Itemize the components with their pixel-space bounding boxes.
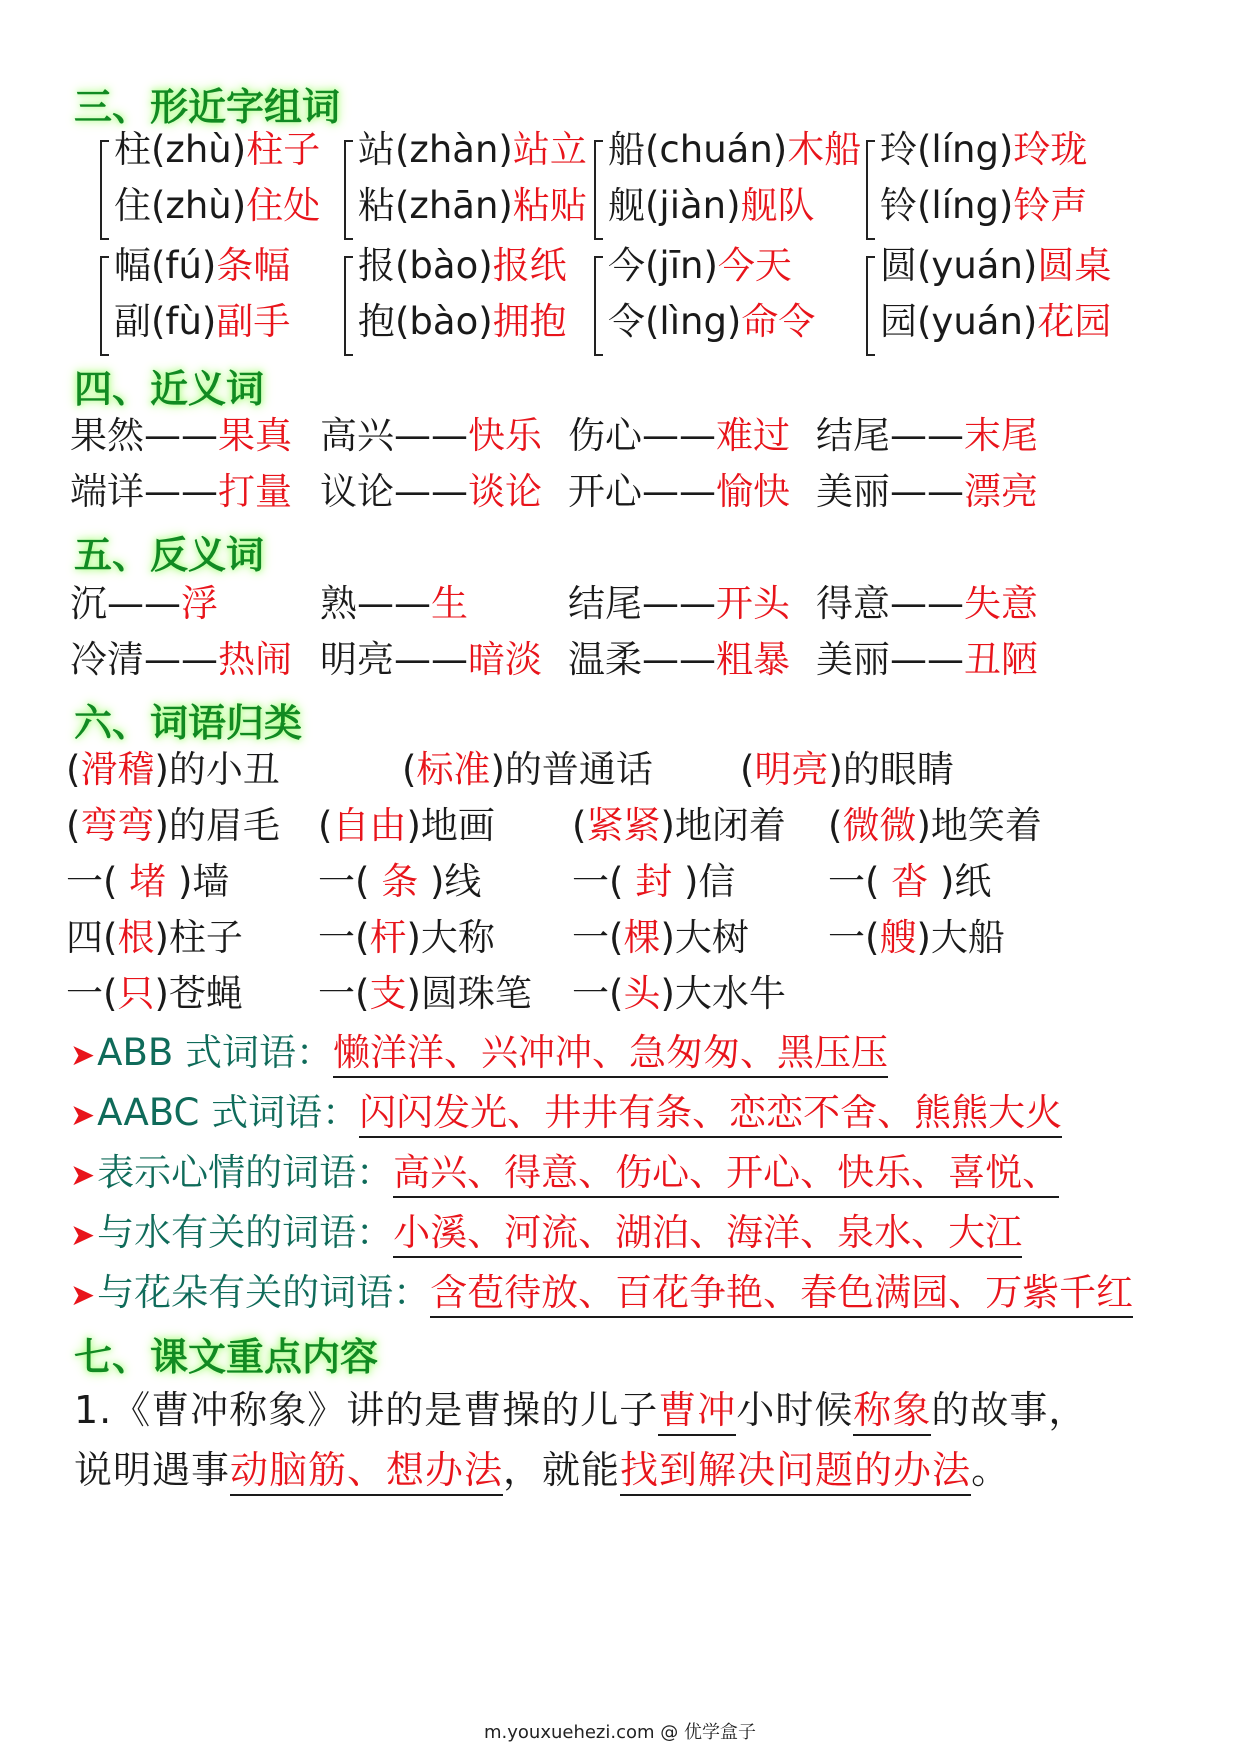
bracket-mark: [100, 256, 109, 356]
answer-word: 只: [117, 972, 155, 1015]
answer-word: 花园: [1037, 300, 1112, 343]
answer-word: 明亮: [754, 748, 829, 791]
pinyin: (jiàn): [645, 184, 741, 227]
pinyin: (zhàn): [395, 128, 513, 171]
passage-answer: 曹冲: [658, 1388, 736, 1436]
answer-word: 标准: [416, 748, 491, 791]
char-pair-line: [358, 300, 567, 344]
char-pair-line: [608, 184, 815, 228]
category-answer: 小溪、河流、湖泊、海洋、泉水、大江: [393, 1211, 1022, 1258]
pinyin: (yuán): [917, 244, 1038, 287]
fill-in-phrase: [66, 860, 229, 904]
section-5-heading: 五、反义词: [74, 533, 265, 577]
passage-answer: 找到解决问题的办法: [620, 1448, 971, 1496]
answer-word: 生: [431, 582, 468, 625]
arrow-icon: ➤: [70, 1098, 96, 1133]
character: 铃: [880, 184, 917, 227]
char-pair-line: [608, 300, 815, 344]
phrase-prefix: 一(: [66, 860, 118, 903]
word: 开心: [568, 470, 642, 513]
answer-word: 开头: [716, 582, 790, 625]
answer-word: 末尾: [964, 414, 1038, 457]
word-pair: [816, 414, 1038, 458]
passage-text: 1.《曹冲称象》讲的是曹操的儿子: [74, 1388, 659, 1432]
word-pair: [70, 414, 292, 458]
answer-word: 今天: [717, 244, 792, 287]
answer-word: 柱子: [246, 128, 321, 171]
passage-text: 说明遇事: [74, 1448, 231, 1492]
answer-word: 紧紧: [586, 804, 661, 847]
fill-in-phrase: [318, 972, 532, 1016]
pinyin: (líng): [917, 128, 1014, 171]
footer-watermark: m.youxuehezi.com @ 优学盒子: [483, 1722, 756, 1743]
arrow-icon: ➤: [70, 1278, 96, 1313]
answer-word: 圆桌: [1037, 244, 1112, 287]
char-pair-line: [114, 184, 320, 228]
word: 美丽: [816, 470, 890, 513]
answer-word: 自由: [332, 804, 407, 847]
phrase-prefix: (: [828, 804, 843, 847]
char-pair-line: [608, 128, 861, 172]
word-pair: [568, 470, 790, 514]
answer-word: 难过: [716, 414, 790, 457]
character: 粘: [358, 184, 395, 227]
answer-word: 条: [369, 860, 430, 903]
phrase-prefix: (: [66, 748, 81, 791]
bracket-mark: [594, 140, 603, 240]
char-pair-line: [358, 128, 587, 172]
character: 站: [358, 128, 395, 171]
fill-in-phrase: [402, 748, 653, 792]
dash: ——: [890, 470, 964, 513]
char-pair-line: [114, 128, 320, 172]
word-pair: [568, 414, 790, 458]
passage-answer: 动脑筋、想办法: [230, 1448, 503, 1496]
pinyin: (yuán): [917, 300, 1038, 343]
bracket-mark: [344, 256, 353, 356]
category-label: 表示心情的词语：: [97, 1151, 394, 1194]
dash: ——: [642, 414, 716, 457]
fill-in-phrase: [572, 860, 735, 904]
word-category: [70, 1150, 1059, 1199]
category-answer: 含苞待放、百花争艳、春色满园、万紫千红: [430, 1271, 1133, 1318]
fill-in-phrase: [318, 804, 495, 848]
word-pair: [568, 582, 790, 626]
character: 幅: [114, 244, 151, 287]
answer-word: 愉快: [716, 470, 790, 513]
section-6-heading: 六、词语归类: [74, 701, 303, 745]
phrase-suffix: )纸: [939, 860, 992, 903]
character: 住: [114, 184, 151, 227]
character: 令: [608, 300, 645, 343]
word-pair: [70, 638, 292, 682]
answer-word: 铃声: [1013, 184, 1088, 227]
fill-in-phrase: [318, 916, 495, 960]
pinyin: (líng): [917, 184, 1014, 227]
word: 温柔: [568, 638, 642, 681]
phrase-prefix: (: [402, 748, 417, 791]
character: 园: [880, 300, 917, 343]
section-3-heading: 三、形近字组词: [74, 85, 341, 129]
character: 玲: [880, 128, 917, 171]
word: 伤心: [568, 414, 642, 457]
answer-word: 条幅: [216, 244, 291, 287]
dash: ——: [394, 414, 468, 457]
character: 圆: [880, 244, 917, 287]
word: 沉: [70, 582, 107, 625]
answer-word: 暗淡: [468, 638, 542, 681]
passage-text: 的故事，: [931, 1388, 1088, 1432]
passage-text: 小时候: [736, 1388, 854, 1432]
character: 报: [358, 244, 395, 287]
fill-in-phrase: [66, 972, 243, 1016]
fill-in-phrase: [740, 748, 954, 792]
answer-word: 根: [117, 916, 155, 959]
category-label: ABB 式词语：: [97, 1031, 333, 1074]
dash: ——: [642, 470, 716, 513]
answer-word: 棵: [623, 916, 661, 959]
phrase-prefix: 一(: [572, 972, 624, 1015]
dash: ——: [144, 414, 218, 457]
word-category: [70, 1270, 1133, 1319]
phrase-suffix: )的眼睛: [828, 748, 954, 791]
fill-in-phrase: [828, 804, 1042, 848]
answer-word: 粘贴: [512, 184, 587, 227]
answer-word: 命令: [741, 300, 816, 343]
dash: ——: [107, 582, 181, 625]
char-pair-line: [880, 184, 1087, 228]
char-pair-line: [608, 244, 792, 288]
phrase-suffix: )大称: [406, 916, 495, 959]
character: 抱: [358, 300, 395, 343]
answer-word: 杆: [369, 916, 407, 959]
phrase-suffix: )大船: [916, 916, 1005, 959]
word: 高兴: [320, 414, 394, 457]
char-pair-line: [880, 300, 1111, 344]
dash: ——: [394, 638, 468, 681]
word-pair: [816, 470, 1038, 514]
phrase-prefix: 一(: [318, 972, 370, 1015]
character: 船: [608, 128, 645, 171]
passage-text: ，就能: [503, 1448, 621, 1492]
word: 冷清: [70, 638, 144, 681]
word: 议论: [320, 470, 394, 513]
category-label: 与花朵有关的词语：: [97, 1271, 431, 1314]
section-7-heading: 七、课文重点内容: [74, 1335, 379, 1379]
character: 舰: [608, 184, 645, 227]
answer-word: 热闹: [218, 638, 292, 681]
phrase-prefix: 四(: [66, 916, 118, 959]
bracket-mark: [344, 140, 353, 240]
pinyin: (zhù): [151, 128, 247, 171]
answer-word: 副手: [216, 300, 291, 343]
char-pair-line: [114, 244, 290, 288]
word-category: [70, 1030, 888, 1079]
dash: ——: [642, 582, 716, 625]
dash: ——: [890, 638, 964, 681]
word-pair: [320, 414, 542, 458]
answer-word: 堵: [117, 860, 178, 903]
passage-line-2: [74, 1446, 1010, 1494]
phrase-prefix: 一(: [318, 916, 370, 959]
phrase-suffix: )的眉毛: [154, 804, 280, 847]
dash: ——: [144, 470, 218, 513]
phrase-suffix: )墙: [177, 860, 230, 903]
word-pair: [320, 582, 468, 626]
word: 熟: [320, 582, 357, 625]
character: 今: [608, 244, 645, 287]
phrase-suffix: )大水牛: [660, 972, 786, 1015]
word: 结尾: [568, 582, 642, 625]
section-4-heading: 四、近义词: [74, 367, 265, 411]
word-category: [70, 1210, 1022, 1259]
answer-word: 浮: [181, 582, 218, 625]
category-label: 与水有关的词语：: [97, 1211, 394, 1254]
word: 结尾: [816, 414, 890, 457]
fill-in-phrase: [572, 916, 749, 960]
phrase-suffix: )地笑着: [916, 804, 1042, 847]
fill-in-phrase: [828, 860, 991, 904]
answer-word: 沓: [879, 860, 940, 903]
phrase-prefix: (: [66, 804, 81, 847]
answer-word: 谈论: [468, 470, 542, 513]
answer-word: 拥抱: [492, 300, 567, 343]
arrow-icon: ➤: [70, 1158, 96, 1193]
phrase-prefix: (: [740, 748, 755, 791]
fill-in-phrase: [66, 804, 280, 848]
word-category: [70, 1090, 1062, 1139]
answer-word: 站立: [512, 128, 587, 171]
category-answer: 闪闪发光、井井有条、恋恋不舍、熊熊大火: [359, 1091, 1062, 1138]
answer-word: 弯弯: [80, 804, 155, 847]
category-label: AABC 式词语：: [97, 1091, 360, 1134]
word: 端详: [70, 470, 144, 513]
answer-word: 住处: [246, 184, 321, 227]
phrase-suffix: )地闭着: [660, 804, 786, 847]
fill-in-phrase: [66, 748, 280, 792]
answer-word: 支: [369, 972, 407, 1015]
char-pair-line: [358, 184, 587, 228]
phrase-prefix: 一(: [572, 860, 624, 903]
word-pair: [70, 582, 218, 626]
answer-word: 漂亮: [964, 470, 1038, 513]
phrase-suffix: )线: [429, 860, 482, 903]
passage-line-1: [74, 1386, 1087, 1434]
passage-text: 。: [971, 1448, 1011, 1492]
dash: ——: [642, 638, 716, 681]
pinyin: (bào): [395, 300, 493, 343]
phrase-suffix: )苍蝇: [154, 972, 243, 1015]
answer-word: 木船: [787, 128, 862, 171]
character: 副: [114, 300, 151, 343]
passage-answer: 称象: [853, 1388, 931, 1436]
answer-word: 头: [623, 972, 661, 1015]
answer-word: 粗暴: [716, 638, 790, 681]
word: 果然: [70, 414, 144, 457]
pinyin: (jīn): [645, 244, 718, 287]
arrow-icon: ➤: [70, 1038, 96, 1073]
pinyin: (lìng): [645, 300, 742, 343]
answer-word: 失意: [964, 582, 1038, 625]
answer-word: 滑稽: [80, 748, 155, 791]
answer-word: 玲珑: [1013, 128, 1088, 171]
answer-word: 微微: [842, 804, 917, 847]
word: 得意: [816, 582, 890, 625]
char-pair-line: [358, 244, 567, 288]
word-pair: [568, 638, 790, 682]
bracket-mark: [866, 256, 875, 356]
word: 美丽: [816, 638, 890, 681]
answer-word: 果真: [218, 414, 292, 457]
phrase-prefix: 一(: [318, 860, 370, 903]
fill-in-phrase: [66, 916, 243, 960]
answer-word: 快乐: [468, 414, 542, 457]
category-answer: 懒洋洋、兴冲冲、急匆匆、黑压压: [333, 1031, 888, 1078]
phrase-suffix: )的小丑: [154, 748, 280, 791]
char-pair-line: [880, 244, 1111, 288]
char-pair-line: [114, 300, 290, 344]
pinyin: (fù): [151, 300, 217, 343]
bracket-mark: [594, 256, 603, 356]
answer-word: 打量: [218, 470, 292, 513]
phrase-prefix: 一(: [66, 972, 118, 1015]
answer-word: 艘: [879, 916, 917, 959]
word-pair: [320, 470, 542, 514]
fill-in-phrase: [572, 972, 786, 1016]
character: 柱: [114, 128, 151, 171]
phrase-suffix: )大树: [660, 916, 749, 959]
answer-word: 报纸: [492, 244, 567, 287]
pinyin: (chuán): [645, 128, 788, 171]
phrase-suffix: )柱子: [154, 916, 243, 959]
char-pair-line: [880, 128, 1087, 172]
dash: ——: [357, 582, 431, 625]
phrase-suffix: )地画: [406, 804, 495, 847]
bracket-mark: [100, 140, 109, 240]
phrase-prefix: (: [318, 804, 333, 847]
word-pair: [70, 470, 292, 514]
fill-in-phrase: [572, 804, 786, 848]
phrase-suffix: )圆珠笔: [406, 972, 532, 1015]
pinyin: (zhān): [395, 184, 513, 227]
pinyin: (fú): [151, 244, 217, 287]
pinyin: (zhù): [151, 184, 247, 227]
word: 明亮: [320, 638, 394, 681]
fill-in-phrase: [828, 916, 1005, 960]
category-answer: 高兴、得意、伤心、开心、快乐、喜悦、: [393, 1151, 1059, 1198]
phrase-prefix: 一(: [572, 916, 624, 959]
answer-word: 丑陋: [964, 638, 1038, 681]
phrase-suffix: )信: [683, 860, 736, 903]
answer-word: 封: [623, 860, 684, 903]
phrase-prefix: (: [572, 804, 587, 847]
word-pair: [816, 582, 1038, 626]
fill-in-phrase: [318, 860, 481, 904]
answer-word: 舰队: [740, 184, 815, 227]
dash: ——: [890, 582, 964, 625]
word-pair: [816, 638, 1038, 682]
phrase-prefix: 一(: [828, 860, 880, 903]
pinyin: (bào): [395, 244, 493, 287]
arrow-icon: ➤: [70, 1218, 96, 1253]
phrase-prefix: 一(: [828, 916, 880, 959]
bracket-mark: [866, 140, 875, 240]
phrase-suffix: )的普通话: [490, 748, 653, 791]
dash: ——: [394, 470, 468, 513]
dash: ——: [144, 638, 218, 681]
dash: ——: [890, 414, 964, 457]
word-pair: [320, 638, 542, 682]
